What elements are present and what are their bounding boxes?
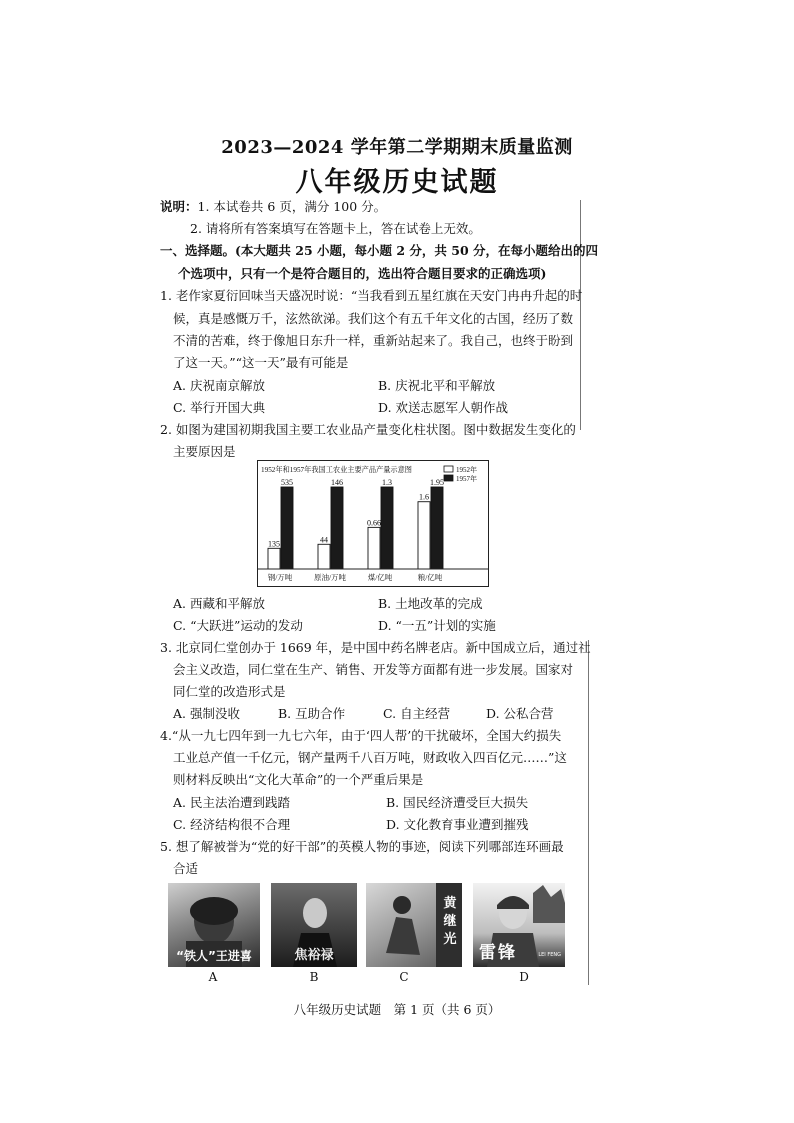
- image-letter-b: B: [309, 970, 319, 984]
- legend-label-1: 1957年: [456, 475, 477, 483]
- bar-value-label-2-1: 1.3: [382, 478, 392, 487]
- comic-caption-b: 焦裕禄: [294, 948, 334, 963]
- q1-option-b[interactable]: B. 庆祝北平和平解放: [378, 378, 496, 393]
- scan-margin-line-top: [580, 200, 581, 430]
- bar-value-label-1-0: 44: [320, 535, 328, 545]
- q5-line-2: 合适: [173, 861, 199, 876]
- q2-line-1: 2. 如图为建国初期我国主要工农业品产量变化柱状图。图中数据发生变化的: [160, 422, 576, 437]
- comic-image-b[interactable]: [271, 883, 357, 967]
- category-label-0: 钢/万吨: [267, 573, 293, 582]
- section-heading-line-2: 个选项中，只有一个是符合题目的，选出符合题目要求的正确选项): [178, 266, 547, 281]
- scan-margin-line-bottom: [588, 640, 589, 985]
- q4-line-2: 工业总产值一千亿元，钢产量两千八百万吨，财政收入四百亿元……”这: [173, 750, 567, 765]
- comic-caption-c: 黄继光: [443, 896, 457, 947]
- exam-title-subject: 八年级历史试题: [295, 167, 499, 198]
- bar-1-1: [331, 487, 343, 569]
- q3-option-d[interactable]: D. 公私合营: [486, 706, 554, 721]
- category-label-1: 原油/万吨: [313, 573, 347, 582]
- comic-image-c[interactable]: [366, 883, 462, 967]
- q3-option-b[interactable]: B. 互助合作: [278, 706, 346, 721]
- comic-caption-d: 雷锋: [479, 943, 517, 963]
- bar-2-1: [381, 487, 393, 569]
- bar-1-0: [318, 544, 330, 569]
- q1-option-d[interactable]: D. 欢送志愿军人朝作战: [378, 400, 509, 415]
- image-letter-d: D: [519, 970, 529, 984]
- bar-value-label-1-1: 146: [331, 478, 343, 487]
- chart-category-labels: [268, 572, 443, 582]
- q4-line-1: 4.“从一九七四年到一九七六年，由于‘四人帮’的干扰破坏，全国大约损失: [160, 728, 562, 743]
- chart-svg: [258, 461, 488, 586]
- section-heading-line-1: 一、选择题。(本大题共 25 小题，每小题 2 分，共 50 分，在每小题给出的四: [160, 243, 599, 258]
- legend-swatch-1: [444, 475, 453, 481]
- chart-bars: [268, 487, 443, 569]
- q3-option-c[interactable]: C. 自主经营: [383, 706, 451, 721]
- comic-subcaption-d: LEI FENG: [538, 952, 561, 958]
- comic-caption-a: “铁人”王进喜: [176, 949, 252, 963]
- q2-option-a[interactable]: A. 西藏和平解放: [173, 596, 265, 611]
- bar-0-0: [268, 548, 280, 569]
- chart-title: 1952年和1957年我国工农业主要产品产量示意图: [261, 466, 412, 474]
- category-label-2: 煤/亿吨: [367, 573, 393, 582]
- bar-0-1: [281, 487, 293, 569]
- q3-line-1: 3. 北京同仁堂创办于 1669 年，是中国中药名牌老店。新中国成立后，通过社: [160, 640, 591, 655]
- notes-label: 说明：: [160, 199, 198, 214]
- q1-option-c[interactable]: C. 举行开国大典: [173, 400, 266, 415]
- q2-option-b[interactable]: B. 土地改革的完成: [378, 596, 483, 611]
- category-label-3: 粮/亿吨: [417, 573, 443, 582]
- q2-option-c[interactable]: C. “大跃进”运动的发动: [173, 618, 303, 633]
- q1-line-3: 不清的苦难，终于像旭日东升一样，重新站起来了。我自己，也终于盼到: [173, 333, 574, 348]
- notes-item-2: 2. 请将所有答案填写在答题卡上，答在试卷上无效。: [190, 221, 481, 236]
- q1-line-1: 1. 老作家夏衍回味当天盛况时说：“当我看到五星红旗在天安门冉冉升起的时: [160, 288, 583, 303]
- q5-line-1: 5. 想了解被誉为“党的好干部”的英模人物的事迹，阅读下列哪部连环画最: [160, 839, 564, 854]
- q1-line-4: 了这一天。”“这一天”最有可能是: [173, 355, 349, 370]
- bar-2-0: [368, 527, 380, 569]
- bar-value-label-2-0: 0.66: [367, 518, 381, 528]
- bar-3-0: [418, 502, 430, 569]
- legend-label-0: 1952年: [456, 466, 477, 474]
- bar-value-label-3-1: 1.95: [430, 478, 444, 487]
- comic-image-d[interactable]: [473, 883, 565, 967]
- notes-block: [160, 199, 386, 215]
- notes-item-1: 1. 本试卷共 6 页，满分 100 分。: [197, 199, 387, 214]
- q4-option-a[interactable]: A. 民主法治遭到践踏: [173, 795, 290, 810]
- q4-line-3: 则材料反映出“文化大革命”的一个严重后果是: [173, 772, 424, 787]
- bar-value-label-0-0: 135: [268, 539, 280, 549]
- bar-value-label-3-0: 1.6: [419, 492, 429, 502]
- q3-line-2: 会主义改造，同仁堂在生产、销售、开发等方面都有进一步发展。国家对: [173, 662, 574, 677]
- q1-option-a[interactable]: A. 庆祝南京解放: [173, 378, 265, 393]
- legend-swatch-0: [444, 466, 453, 472]
- bar-3-1: [431, 487, 443, 569]
- page-footer: 八年级历史试题 第 1 页（共 6 页）: [293, 1002, 501, 1017]
- q3-option-a[interactable]: A. 强制没收: [173, 706, 240, 721]
- chart-legend: [444, 465, 477, 483]
- image-letter-a: A: [208, 970, 218, 984]
- q2-option-d[interactable]: D. “一五”计划的实施: [378, 618, 496, 633]
- q1-line-2: 候，真是感慨万千，泫然欲涕。我们这个有五千年文化的古国，经历了数: [173, 311, 574, 326]
- production-bar-chart: [257, 460, 489, 587]
- exam-title-term: 2023—2024 学年第二学期期末质量监测: [221, 137, 573, 158]
- q2-line-2: 主要原因是: [173, 444, 236, 459]
- q3-line-3: 同仁堂的改造形式是: [173, 684, 286, 699]
- comic-image-a[interactable]: [168, 883, 260, 967]
- q4-option-b[interactable]: B. 国民经济遭受巨大损失: [386, 795, 529, 810]
- q4-option-d[interactable]: D. 文化教育事业遭到摧残: [386, 817, 529, 832]
- bar-value-label-0-1: 535: [281, 478, 293, 487]
- image-letter-c: C: [399, 970, 409, 984]
- q4-option-c[interactable]: C. 经济结构很不合理: [173, 817, 291, 832]
